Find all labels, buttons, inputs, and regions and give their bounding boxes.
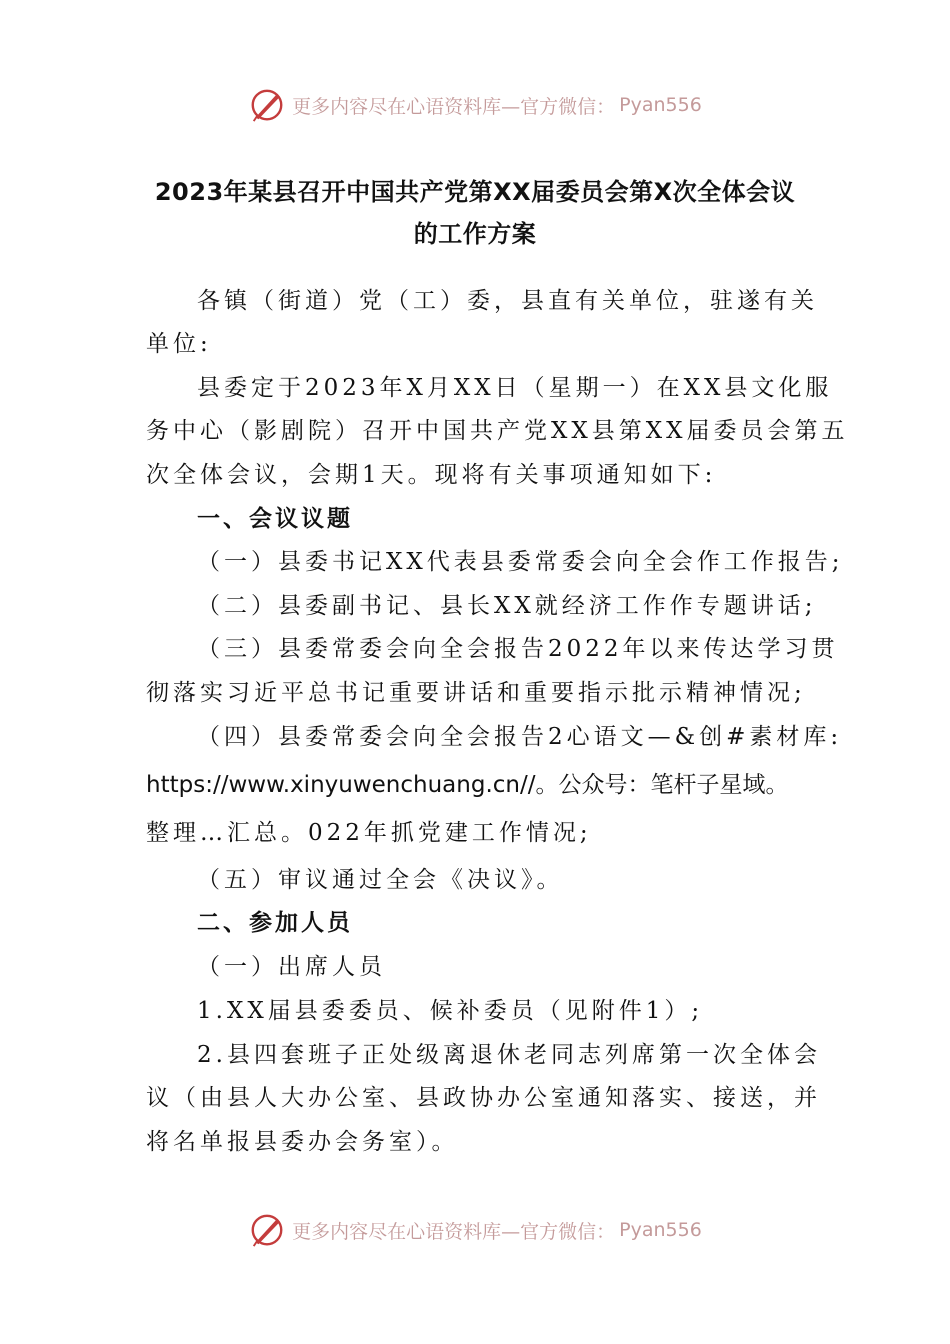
watermark-text: 更多内容尽在心语资料库—官方微信： (292, 95, 616, 118)
body-line-url: https://www.xinyuwenchuang.cn//。公众号：笔杆子星域。 (146, 772, 789, 798)
watermark-wechat: Pyan556 (619, 94, 702, 116)
watermark-text: 更多内容尽在心语资料库—官方微信： (292, 1220, 616, 1243)
body-line: 将名单报县委办会务室）。 (146, 1129, 459, 1155)
body-line: 次全体会议，会期1天。现将有关事项通知如下: (146, 462, 717, 488)
body-line: 议（由县人大办公室、县政协办公室通知落实、接送，并 (146, 1085, 821, 1111)
body-line: 整理…汇总。022年抓党建工作情况; (146, 820, 592, 846)
watermark-footer (0, 1205, 950, 1255)
body-line: 务中心（影剧院）召开中国共产党XX县第XX届委员会第五 (146, 418, 849, 444)
quill-pen-logo-icon (248, 1211, 286, 1249)
body-line: （三）县委常委会向全会报告2022年以来传达学习贯 (197, 636, 839, 662)
document-title-line-1: 2023年某县召开中国共产党第XX届委员会第X次全体会议 (154, 178, 796, 206)
body-line: 彻落实习近平总书记重要讲话和重要指示批示精神情况; (146, 680, 806, 706)
quill-pen-logo-icon (248, 86, 286, 124)
body-line: 2.县四套班子正处级离退休老同志列席第一次全体会 (197, 1042, 821, 1068)
body-line: 1.XX届县委委员、候补委员（见附件1）; (197, 998, 704, 1024)
body-line: 县委定于2023年X月XX日（星期一）在XX县文化服 (197, 375, 833, 401)
body-line: （五）审议通过全会《决议》。 (197, 867, 564, 893)
body-line: （二）县委副书记、县长XX就经济工作作专题讲话; (197, 593, 817, 619)
body-line: 各镇（街道）党（工）委，县直有关单位，驻遂有关 (197, 288, 818, 314)
section-heading-2: 二、参加人员 (197, 910, 353, 936)
watermark-header (0, 80, 950, 130)
body-line: （一）县委书记XX代表县委常委会向全会作工作报告; (197, 549, 844, 575)
section-heading-1: 一、会议议题 (197, 506, 353, 532)
document-title-line-2: 的工作方案 (413, 220, 537, 248)
body-line: （四）县委常委会向全会报告2心语文—&创#素材库: (197, 724, 843, 750)
body-line: 单位: (146, 331, 212, 357)
watermark-wechat: Pyan556 (619, 1219, 702, 1241)
body-line: （一）出席人员 (197, 954, 386, 980)
